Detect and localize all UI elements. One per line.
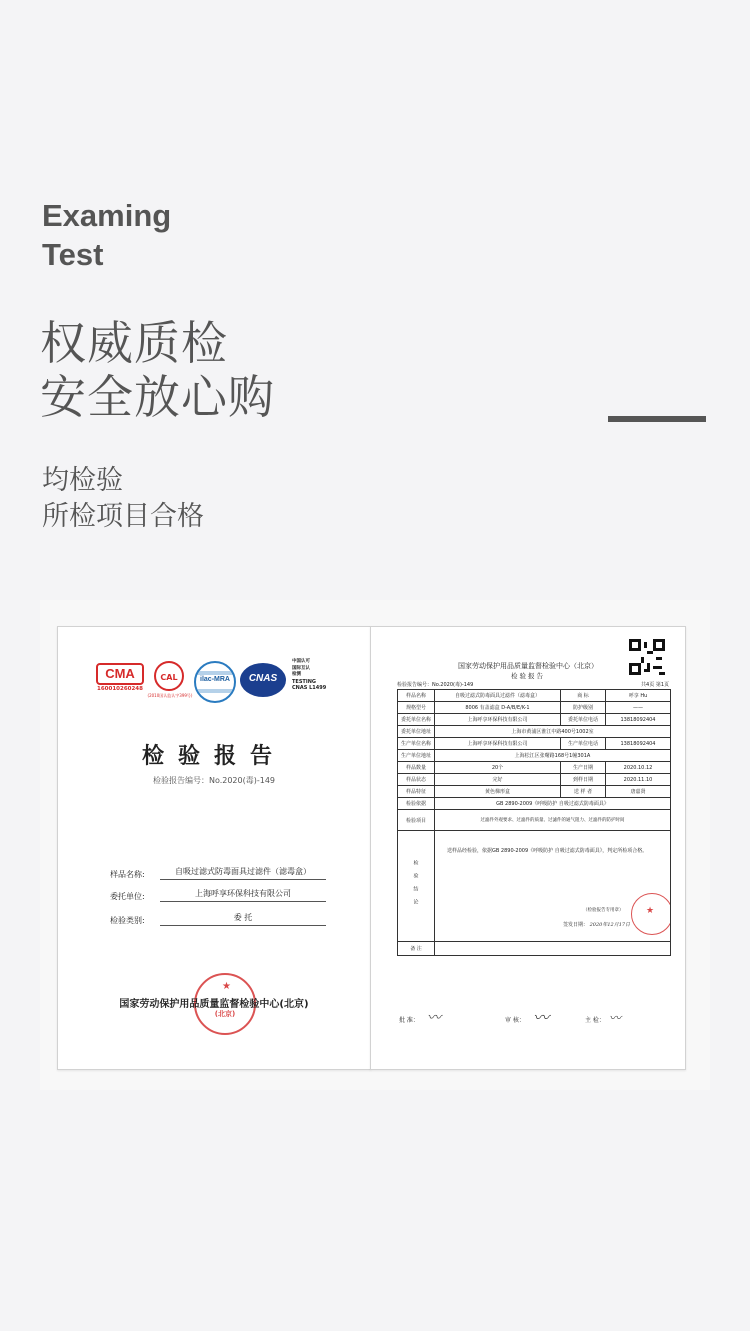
report-page-info: 共4页 第1页 (641, 682, 669, 688)
info-row-sample-name (110, 865, 326, 881)
issue-date: 2020年12月17日 (589, 922, 631, 928)
approve-label: 批 准： (399, 1017, 419, 1024)
table-cell-value: 13818092404 (605, 714, 670, 725)
table-cell-value (434, 942, 670, 955)
table-cell-label: 样品状态 (405, 777, 426, 783)
hero-title-zh (40, 316, 275, 424)
issue-date-row (563, 921, 630, 928)
table-row (398, 737, 670, 749)
table-row (398, 809, 670, 830)
hero-title-en (42, 196, 171, 274)
table-cell-value: 呼享 Hu (605, 690, 670, 701)
table-cell-value: 唐嘉贤 (605, 786, 670, 797)
inspection-seal: ★ (631, 893, 670, 935)
table-row (398, 761, 670, 773)
review-label: 审 核： (505, 1017, 525, 1024)
info-label: 委托单位: (110, 892, 145, 901)
cal-logo-text: CAL (160, 673, 178, 682)
info-row-client (110, 887, 326, 903)
report-doc-title: 检验报告 (511, 672, 545, 680)
cnas-cn-text-1: 中国认可 (292, 659, 310, 664)
table-row (398, 690, 670, 701)
table-cell-value: —— (605, 702, 670, 713)
table-cell-label: 样品名称 (405, 693, 426, 699)
table-row-conclusion (398, 830, 670, 941)
table-cell-value: 过滤件外观要求、过滤件的质量、过滤件的通气阻力、过滤件的防护时间 (434, 810, 670, 830)
table-cell-label: 委托单位电话 (560, 714, 605, 725)
cal-logo-mark (154, 661, 184, 691)
report-org: 国家劳动保护用品质量监督检验中心（北京） (458, 662, 598, 670)
table-cell-label: 商 标 (560, 690, 605, 701)
table-cell-label: 生产日期 (560, 762, 605, 773)
table-row (398, 749, 670, 761)
hero-title-zh-line1: 权威质检 (40, 316, 228, 370)
stamp-label: （检验报告专用章） (583, 908, 624, 913)
table-cell-value: 8006 有盖滤盒 D-A/B/E/K-1 (434, 702, 560, 713)
report-title: 检验报告 (141, 744, 286, 769)
table-cell-label: 生产单位地址 (400, 753, 431, 759)
info-value: 委 托 (160, 911, 326, 926)
certification-logos (94, 659, 344, 703)
cnas-number: CNAS L1499 (292, 685, 327, 691)
hero-subtitle-line1: 均检验 (42, 465, 123, 496)
cma-caption: (2010国认监认字399号) (147, 693, 193, 698)
table-row (398, 713, 670, 725)
table-row (398, 773, 670, 785)
info-value: 上海呼享环保科技有限公司 (160, 887, 326, 902)
table-cell-value: 上海呼享环保科技有限公司 (434, 738, 560, 749)
table-row (398, 701, 670, 713)
cma-logo-mark: CMA (96, 663, 144, 685)
table-row (398, 725, 670, 737)
table-cell-label: 防护级别 (560, 702, 605, 713)
cnas-cn-text-3: 检测 (292, 672, 301, 677)
hero-subtitle (42, 463, 204, 535)
table-cell-label: 规格型号 (405, 705, 426, 711)
table-cell-label: 样品特征 (405, 789, 426, 795)
info-row-inspection-type (110, 911, 326, 927)
table-cell-label: 生产单位电话 (560, 738, 605, 749)
approve-signature: 〰 (427, 1010, 441, 1026)
table-row (398, 941, 670, 955)
cnas-cn-text-2: 国际互认 (292, 665, 310, 671)
inspect-signature: 〰 (609, 1011, 622, 1025)
hero-divider-bar (608, 416, 706, 422)
table-cell-label: 到样日期 (560, 774, 605, 785)
review-signature: 〰 (533, 1008, 550, 1027)
table-cell-value: 2020.11.10 (605, 774, 670, 785)
report-number: 检验报告编号：No.2020(毒)-149 (152, 776, 276, 785)
issuer-name: 国家劳动保护用品质量监督检验中心(北京) (119, 999, 309, 1010)
hero-title-en-line2: Test (42, 237, 104, 272)
table-cell-label: 样品数量 (405, 765, 426, 771)
table-cell-label: 生产单位名称 (400, 741, 431, 747)
cma-code: 160010260248 (97, 686, 143, 692)
ilac-mra-text: ilac-MRA (200, 676, 230, 683)
table-cell-value: 上海松江区张曙路168号1幢301A (434, 750, 670, 761)
table-cell-value: GB 2890-2009《呼吸防护 自吸过滤式防毒面具》 (434, 798, 670, 809)
issuer-seal: ★ (北京) (194, 973, 256, 1035)
hero-title-en-line1: Examing (42, 198, 172, 233)
table-cell-label: 检验结论 (412, 860, 419, 912)
conclusion-cell (434, 831, 670, 941)
info-label: 样品名称: (110, 870, 145, 879)
cnas-logo (240, 663, 286, 697)
cal-logo (146, 661, 193, 701)
table-cell-value: 自吸过滤式防毒面具过滤件（滤毒盒） (434, 690, 560, 701)
report-cover-page (57, 626, 371, 1070)
hero-title-zh-line2: 安全放心购 (40, 370, 275, 424)
report-image (40, 600, 710, 1090)
table-cell-label: 送 样 者 (560, 786, 605, 797)
table-cell-label: 检验依据 (405, 801, 426, 807)
cnas-testing-text: TESTING (292, 678, 316, 685)
table-cell-value: 完好 (434, 774, 560, 785)
info-label: 检验类别: (110, 916, 145, 925)
table-cell-value: 13818092404 (605, 738, 670, 749)
table-cell-value: 上海呼享环保科技有限公司 (434, 714, 560, 725)
table-cell-value: 上海市黄浦区淮江中路400号1002室 (434, 726, 670, 737)
table-row (398, 785, 670, 797)
table-cell-label: 备 注 (410, 946, 422, 952)
cnas-logo-text: CNAS (248, 673, 278, 684)
table-cell-label: 检验项目 (405, 817, 426, 824)
ilac-mra-logo (194, 661, 236, 703)
inspect-label: 主 检： (585, 1017, 605, 1024)
info-value: 自吸过滤式防毒面具过滤件（滤毒盒） (160, 865, 326, 880)
report-table (397, 689, 671, 956)
table-cell-label: 委托单位名称 (400, 717, 431, 723)
issue-date-label: 签发日期： (563, 922, 589, 928)
table-row (398, 797, 670, 809)
report-detail-page (370, 626, 686, 1070)
issuer-seal-text: (北京) (214, 1010, 236, 1018)
conclusion-text: 送样品经检验，依据GB 2890-2009《呼吸防护 自吸过滤式防毒面具》，判定所检项合格。 (447, 848, 648, 854)
table-cell-label: 委托单位地址 (400, 729, 431, 735)
table-cell-value: 20个 (434, 762, 560, 773)
hero-subtitle-line2: 所检项目合格 (42, 501, 204, 532)
report-detail-number: 检验报告编号：No.2020(毒)-149 (397, 682, 474, 688)
table-cell-value: 黄色梯形盒 (434, 786, 560, 797)
cnas-text-block (292, 659, 348, 692)
cma-logo (94, 663, 142, 697)
table-cell-value: 2020.10.12 (605, 762, 670, 773)
